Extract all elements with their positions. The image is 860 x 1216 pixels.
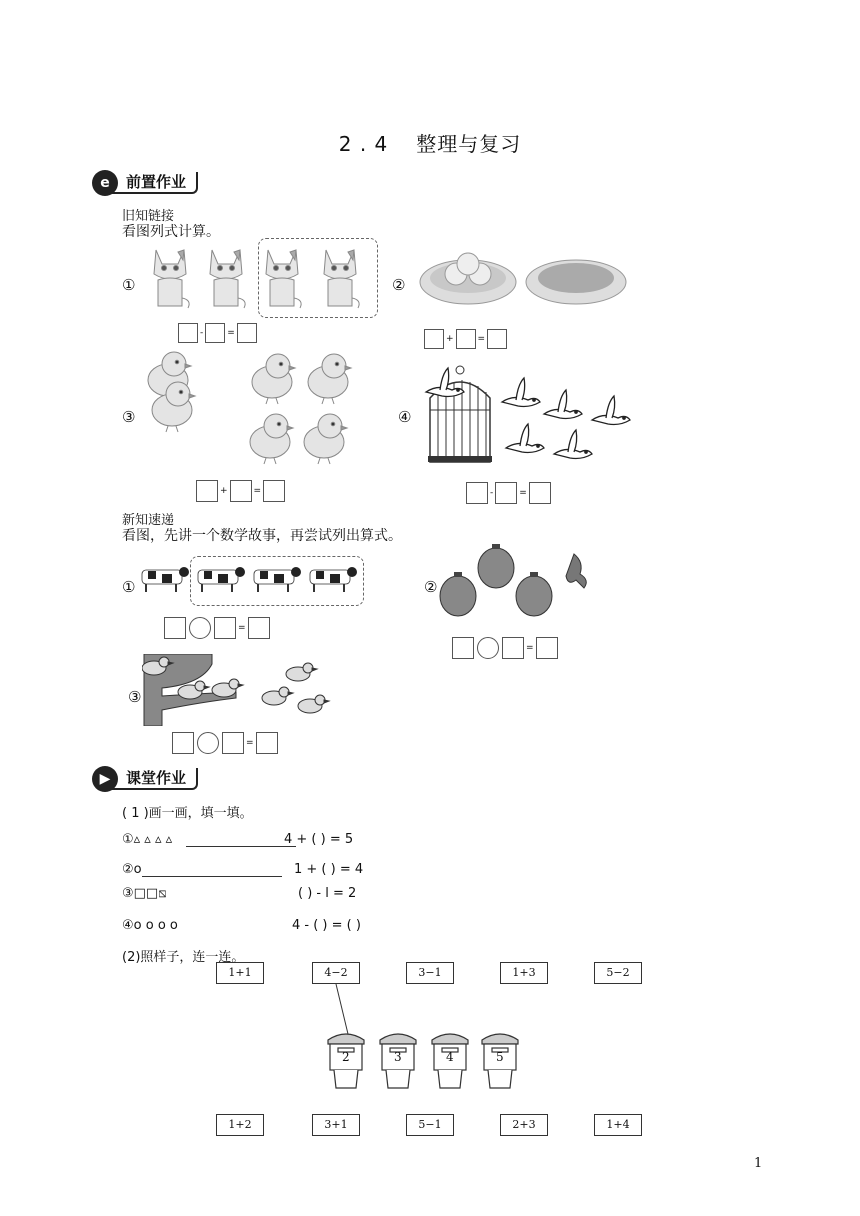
row-left: ①▵ ▵ ▵ ▵ [122, 832, 173, 847]
equals-sign: = [227, 327, 235, 338]
equals-sign: = [238, 623, 246, 633]
mailbox-number: 2 [342, 1050, 350, 1064]
bottom-card[interactable]: 5−1 [406, 1114, 454, 1136]
mailboxes-illustration [326, 1030, 522, 1094]
bottom-card[interactable]: 1+4 [594, 1114, 642, 1136]
minus-sign: - [200, 327, 204, 338]
banner-label: 课堂作业 [112, 768, 198, 790]
top-card[interactable]: 1+1 [216, 962, 264, 984]
plus-sign: + [220, 486, 228, 496]
bottom-card[interactable]: 1+2 [216, 1114, 264, 1136]
instruction-2: 看图，先讲一个数学故事，再尝试列出算式。 [122, 528, 402, 544]
q1-row-2-eq: 1 + ( ) = 4 [294, 862, 364, 877]
play-logo-icon: ▶ [92, 766, 118, 792]
item-label-2: ② [392, 276, 406, 294]
q1-row-3: ③□□⧅ [122, 886, 167, 901]
equals-sign: = [526, 643, 534, 653]
mailbox-number: 5 [496, 1050, 504, 1064]
title-text: 整理与复习 [416, 132, 522, 156]
equals-sign: = [253, 486, 262, 496]
page-number: 1 [754, 1156, 763, 1171]
subheading-new-knowledge: 新知速递 [122, 513, 175, 528]
equals-sign: = [246, 738, 254, 748]
q1-row-3-eq: ( ) - l = 2 [298, 886, 357, 901]
equals-sign: = [477, 333, 486, 344]
question-1: ( 1 )画一画，填一填。 [122, 806, 253, 821]
instruction-1: 看图列式计算。 [122, 224, 220, 240]
item-label-3: ③ [122, 408, 136, 426]
item-label-4: ④ [398, 408, 412, 426]
bottom-card[interactable]: 2+3 [500, 1114, 548, 1136]
q1-row-1-eq: 4 + ( ) = 5 [284, 832, 354, 847]
subheading-old-knowledge: 旧知链接 [122, 209, 175, 224]
question-2: (2)照样子，连一连。 [122, 950, 245, 965]
new-item-label-2: ② [424, 578, 438, 596]
new-item-label-3: ③ [128, 688, 142, 706]
top-card[interactable]: 4−2 [312, 962, 360, 984]
mailbox-number: 3 [394, 1050, 402, 1064]
row-left: ②o [122, 862, 142, 877]
q1-row-4: ④o o o o [122, 918, 178, 933]
new-item-label-1: ① [122, 578, 136, 596]
equals-sign: = [519, 488, 527, 498]
q1-row-4-eq: 4 - ( ) = ( ) [292, 918, 361, 933]
mailbox-number: 4 [446, 1050, 454, 1064]
top-card[interactable]: 3−1 [406, 962, 454, 984]
top-card[interactable]: 1+3 [500, 962, 548, 984]
item-label-1: ① [122, 276, 136, 294]
banner-label: 前置作业 [112, 172, 198, 194]
plus-sign: + [446, 333, 454, 344]
title-number: 2 . 4 [338, 132, 389, 156]
e-logo-icon: e [92, 170, 118, 196]
minus-sign: - [490, 488, 494, 498]
top-card[interactable]: 5−2 [594, 962, 642, 984]
bottom-card[interactable]: 3+1 [312, 1114, 360, 1136]
